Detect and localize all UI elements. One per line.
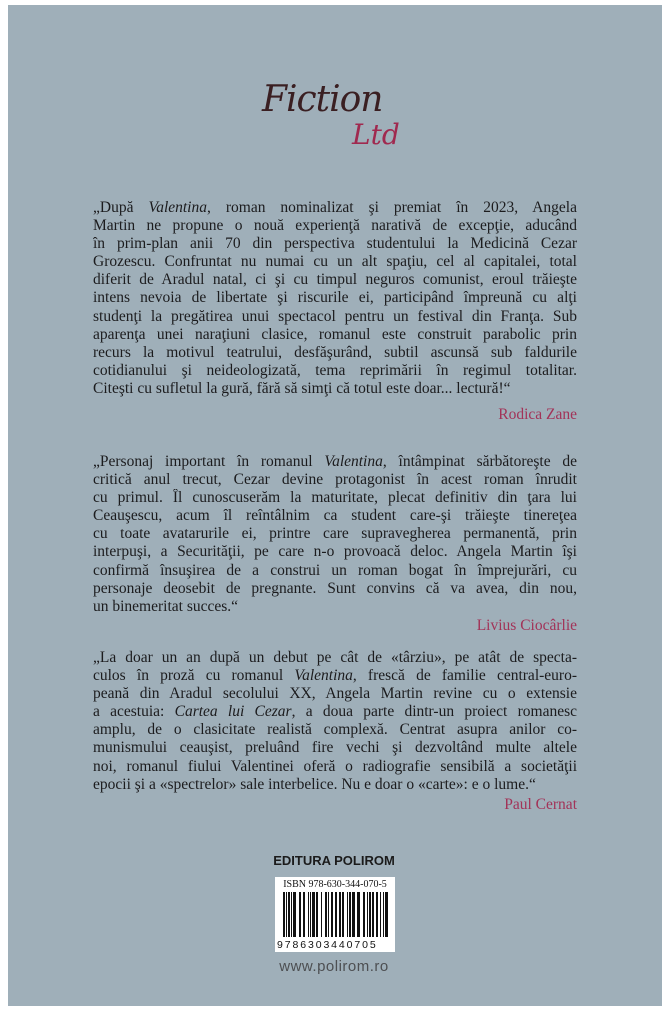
barcode-bar [321,892,322,937]
blurb-livius-ciocarlie [93,453,577,616]
publisher-name: EDITURA POLIROM [273,853,395,868]
blurb-line [93,253,577,271]
barcode-bar [316,892,318,937]
blurb-text: diferit de Aradul natal, ci şi cu timpul neguros comunist, eroul trăieşte [93,271,577,289]
blurb-text: confirmă însuşirea de a construi un roman bogat în împrejurări, cu [93,561,577,579]
barcode-bar [288,892,290,937]
barcode-bar [325,892,327,937]
blurb-text: „După [93,199,149,216]
barcode-bar [291,892,292,937]
blurb-text: peană din Aradul secolului XX, Angela Martin revine cu o extensie [93,685,577,703]
blurb-line [93,380,577,398]
barcode-digits: 9786303440705 [277,939,378,951]
blurb-text: Grozescu. Confruntat nu numai cu un alt spaţiu, cel al capitalei, total [93,253,577,271]
book-title: Cartea lui Cezar [174,703,292,721]
barcode-bar [286,892,287,937]
blurb-text: critică anul trecut, Cezar devine protagonist în acest roman înrudit [93,471,577,489]
barcode-bar [328,892,329,937]
barcode-bar [352,892,355,937]
blurb-line [93,667,577,685]
blurb-line [93,776,577,794]
barcode-bar [372,892,374,937]
blurb-text: epocii şi a «spectrelor» sale interbelice. Nu e doar o «carte»: e o lume.“ [93,775,536,793]
barcode-bar [347,892,348,937]
blurb-text: cotidianului şi neideologizată, tema reprimării în regimul totalitar. [93,361,577,379]
blurb-text: , a doua parte dintr-un proiect romanesc [291,703,577,721]
barcode-bar [367,892,368,937]
publisher-website: www.polirom.ro [279,958,389,975]
blurb-text: interpuşi, a Securităţii, pe care n-o provoacă deloc. Angela Martin îşi [93,543,577,561]
barcode-bar [363,892,365,937]
blurb-line [93,580,577,598]
blurb-line [93,453,577,471]
blurb-author: Paul Cernat [504,796,577,813]
blurb-text: un binemeritat succes.“ [93,597,239,615]
book-title: Valentina [294,667,353,685]
blurb-line [93,326,577,344]
logo-word-ltd: Ltd [352,118,400,151]
barcode-bars [283,892,389,937]
blurb-line [93,525,577,543]
blurb-line [93,739,577,757]
blurb-line [93,235,577,253]
barcode-bar [385,892,388,937]
blurb-author: Livius Ciocârlie [476,617,577,634]
blurb-text: munismului ceauşist, preluând fire vechi şi dezvoltând multe altele [93,739,577,757]
barcode-bar [308,892,309,937]
blurb-rodica-zane [93,199,577,398]
blurb-line [93,649,577,667]
blurb-text: noi, romanul fiului Valentinei oferă o radiografie sensibilă a societăţii [93,757,577,775]
blurb-text: cu primul. Îl cunoscuserăm la maturitate, plecat definitiv din ţara lui [93,489,577,507]
blurb-text: aparenţa unei naraţiuni clasice, romanul este construit parabolic prin [93,325,577,343]
barcode-bar [342,892,344,937]
blurb-line [93,685,577,703]
blurb-author: Rodica Zane [498,406,577,423]
blurb-line [93,598,577,616]
blurb-line [93,362,577,380]
barcode-bar [293,892,296,937]
barcode-bar [283,892,285,937]
blurb-text: , frescă de familie central-euro- [352,667,577,685]
barcode-bar [339,892,341,937]
blurb-line [93,507,577,525]
blurb-text: , întâmpinat sărbătoreşte de [382,453,577,470]
blurb-text: intens nevoia de libertate şi riscurile ei, participând împreună cu alţi [93,289,577,307]
logo-word-fiction: Fiction [262,79,383,120]
blurb-line [93,199,577,217]
blurb-text: „Personaj important în romanul [93,453,325,470]
blurb-text: „La doar un an după un debut pe cât de «târziu», pe atât de specta- [93,649,577,666]
barcode-bar [335,892,337,937]
blurb-line [93,703,577,721]
barcode-bar [299,892,301,937]
barcode-bar [312,892,315,937]
blurb-line [93,289,577,307]
blurb-text: amplu, de o clasicitate realistă complexă. Centrat asupra anilor co- [93,721,577,739]
blurb-line [93,758,577,776]
barcode-bar [310,892,311,937]
blurb-line [93,308,577,326]
blurb-text: în prim-plan anii 70 din perspectiva studentului la Medicină Cezar [93,235,577,253]
book-title: Valentina [148,199,207,216]
blurb-line [93,344,577,362]
barcode-bar [303,892,305,937]
blurb-line [93,721,577,739]
blurb-line [93,489,577,507]
blurb-line [93,562,577,580]
barcode-bar [369,892,371,937]
blurb-line [93,271,577,289]
blurb-text: Martin ne propune o nouă experienţă narativă de excepţie, aducând [93,217,577,235]
barcode-bar [376,892,378,937]
blurb-text: recurs la motivul teatrului, desfăşurând, subtil ascunsă sub faldurile [93,343,577,361]
barcode-bar [331,892,333,937]
barcode-bar [383,892,384,937]
barcode-bar [349,892,351,937]
isbn-text: ISBN 978-630-344-070-5 [283,879,387,890]
book-title: Valentina [324,453,383,470]
blurb-text: Citeşti cu sufletul la gură, fără să simţi că totul este doar... lectură!“ [93,379,511,397]
blurb-line [93,217,577,235]
blurb-text: studenţi la pregătirea unui spectacol pentru un festival din Franţa. Sub [93,307,577,325]
fiction-ltd-logo [0,0,668,170]
blurb-text: a acestuia: [93,703,175,721]
blurb-text: cu toate avatarurile ei, printre care supravegherea permanentă, prin [93,525,577,543]
barcode-bar [380,892,381,937]
blurb-line [93,471,577,489]
barcode-bar [357,892,360,937]
blurb-paul-cernat [93,649,577,794]
blurb-text: , roman nominalizat şi premiat în 2023, Angela [207,199,577,216]
blurb-text: Ceauşescu, acum îl reîntâlnim ca student care-şi trăieşte tinereţea [93,507,577,525]
isbn-barcode [275,877,395,952]
blurb-line [93,543,577,561]
blurb-text: personaje deosebit de pregnante. Sunt convins că va avea, din nou, [93,579,577,597]
blurb-text: culos în proză cu romanul [93,667,295,685]
